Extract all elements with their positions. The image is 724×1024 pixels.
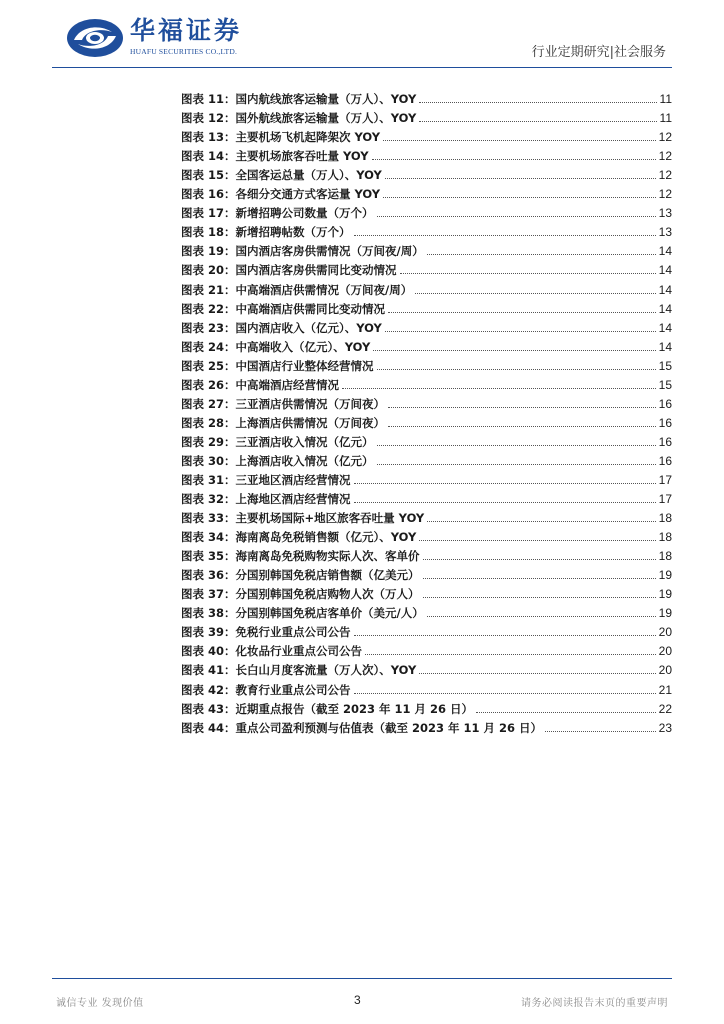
toc-entry-label: 图表 41： (181, 663, 236, 678)
toc-entry-text: 化妆品行业重点公司公告 (235, 644, 363, 659)
toc-leader-dots (373, 350, 655, 351)
toc-entry-text: 重点公司盈利预测与估值表（截至 2023 年 11 月 26 日） (235, 720, 543, 735)
toc-entry-page: 22 (658, 701, 672, 716)
toc-entry[interactable] (181, 545, 672, 564)
toc-entry-title (181, 530, 416, 545)
toc-entry-text: 主要机场旅客吞吐量 YOY (235, 149, 369, 164)
toc-entry-text: 新增招聘公司数量（万个） (235, 206, 374, 221)
toc-leader-dots (383, 197, 656, 198)
toc-entry-text: 中高端酒店供需情况（万间夜/周） (235, 282, 413, 297)
brand-name-cn: 华福证券 (130, 16, 243, 45)
toc-entry-label: 图表 36： (181, 568, 236, 583)
toc-leader-dots (415, 293, 655, 294)
toc-entry-text: 中高端收入（亿元）、YOY (235, 339, 371, 354)
toc-entry-title (181, 454, 374, 469)
toc-entry[interactable] (181, 164, 672, 183)
toc-leader-dots (365, 654, 656, 655)
toc-entry[interactable] (181, 126, 672, 145)
toc-entry-title (181, 130, 380, 145)
toc-leader-dots (383, 140, 656, 141)
toc-entry-title (181, 473, 351, 488)
toc-entry[interactable] (181, 374, 672, 393)
toc-entry[interactable] (181, 678, 672, 697)
toc-leader-dots (419, 102, 656, 103)
toc-entry[interactable] (181, 488, 672, 507)
toc-entry-text: 分国别韩国免税店购物人次（万人） (235, 587, 420, 602)
toc-entry-label: 图表 24： (181, 339, 236, 354)
toc-entry-label: 图表 21： (181, 282, 236, 297)
toc-entry-label: 图表 11： (181, 92, 236, 107)
toc-entry-title (181, 359, 374, 374)
toc-entry-label: 图表 29： (181, 434, 236, 449)
report-type: 行业定期研究|社会服务 (531, 45, 666, 60)
toc-entry-text: 上海地区酒店经营情况 (235, 492, 351, 507)
toc-entry-label: 图表 27： (181, 396, 236, 411)
toc-entry[interactable] (181, 88, 672, 107)
toc-entry-title (181, 92, 416, 107)
toc-entry-text: 教育行业重点公司公告 (235, 682, 351, 697)
toc-leader-dots (354, 635, 656, 636)
toc-entry-page: 17 (658, 492, 672, 507)
toc-entry-page: 16 (658, 434, 672, 449)
toc-entry-label: 图表 13： (181, 130, 236, 145)
toc-entry-title (181, 187, 380, 202)
toc-entry-label: 图表 34： (181, 530, 236, 545)
toc-leader-dots (377, 445, 656, 446)
toc-entry-label: 图表 20： (181, 263, 236, 278)
toc-entry[interactable] (181, 564, 672, 583)
toc-entry-text: 各细分交通方式客运量 YOY (235, 187, 381, 202)
toc-entry-label: 图表 37： (181, 587, 236, 602)
toc-leader-dots (419, 673, 655, 674)
toc-entry-page: 23 (658, 720, 672, 735)
toc-entry-label: 图表 38： (181, 606, 236, 621)
toc-entry-label: 图表 39： (181, 625, 236, 640)
toc-leader-dots (385, 178, 656, 179)
toc-entry-label: 图表 40： (181, 644, 236, 659)
toc-entry-text: 上海酒店供需情况（万间夜） (235, 415, 386, 430)
toc-entry-label: 图表 33： (181, 511, 236, 526)
toc-entry-label: 图表 14： (181, 149, 236, 164)
toc-entry[interactable] (181, 107, 672, 126)
toc-entry[interactable] (181, 259, 672, 278)
toc-entry-page: 15 (658, 358, 672, 373)
toc-entry[interactable] (181, 145, 672, 164)
toc-entry-label: 图表 32： (181, 492, 236, 507)
brand-name-en: HUAFU SECURITIES CO.,LTD. (130, 47, 238, 56)
toc-leader-dots (377, 216, 656, 217)
toc-entry-page: 19 (658, 568, 672, 583)
toc-entry-title (181, 549, 420, 564)
toc-entry-label: 图表 25： (181, 358, 236, 373)
toc-entry[interactable] (181, 659, 672, 678)
figure-index-list (181, 88, 672, 736)
toc-entry-label: 图表 42： (181, 682, 236, 697)
toc-entry[interactable] (181, 621, 672, 640)
toc-entry[interactable] (181, 602, 672, 621)
toc-leader-dots (427, 254, 656, 255)
page-header (0, 0, 724, 70)
toc-entry[interactable] (181, 698, 672, 717)
toc-entry-text: 免税行业重点公司公告 (235, 625, 351, 640)
toc-entry-page: 20 (658, 663, 672, 678)
toc-entry-text: 主要机场飞机起降架次 YOY (235, 130, 381, 145)
toc-entry-title (181, 263, 397, 278)
toc-entry[interactable] (181, 469, 672, 488)
toc-entry[interactable] (181, 183, 672, 202)
toc-entry-title (181, 302, 385, 317)
toc-entry-label: 图表 12： (181, 111, 236, 126)
footer-slogan: 诚信专业 发现价值 (56, 998, 144, 1009)
toc-entry-title (181, 435, 374, 450)
toc-entry-text: 全国客运总量（万人）、YOY (235, 168, 382, 183)
toc-entry[interactable] (181, 240, 672, 259)
toc-leader-dots (377, 369, 656, 370)
toc-leader-dots (377, 464, 656, 465)
toc-entry-page: 19 (658, 606, 672, 621)
toc-entry-page: 12 (658, 149, 672, 164)
toc-entry-label: 图表 35： (181, 549, 236, 564)
toc-entry-title (181, 644, 362, 659)
toc-entry-page: 11 (659, 92, 672, 107)
toc-entry-title (181, 321, 382, 336)
toc-entry-page: 15 (658, 377, 672, 392)
toc-entry-label: 图表 31： (181, 472, 236, 487)
toc-entry-text: 分国别韩国免税店销售额（亿美元） (235, 568, 420, 583)
header-divider (52, 67, 672, 68)
toc-leader-dots (419, 121, 656, 122)
toc-entry-title (181, 721, 542, 736)
toc-leader-dots (388, 407, 656, 408)
page-number: 3 (354, 993, 361, 1007)
toc-entry-page: 12 (658, 130, 672, 145)
toc-entry-label: 图表 22： (181, 301, 236, 316)
toc-leader-dots (388, 312, 656, 313)
toc-entry-page: 16 (658, 415, 672, 430)
toc-entry-title (181, 244, 424, 259)
toc-entry-page: 20 (658, 625, 672, 640)
toc-entry-label: 图表 18： (181, 225, 236, 240)
toc-entry[interactable] (181, 355, 672, 374)
toc-entry-text: 新增招聘帖数（万个） (235, 225, 351, 240)
huafu-logo-icon (66, 18, 124, 58)
toc-entry-text: 近期重点报告（截至 2023 年 11 月 26 日） (235, 701, 474, 716)
toc-entry-page: 19 (658, 587, 672, 602)
toc-entry[interactable] (181, 412, 672, 431)
toc-entry-page: 14 (658, 301, 672, 316)
toc-entry-page: 18 (658, 549, 672, 564)
toc-leader-dots (427, 521, 655, 522)
toc-entry-label: 图表 23： (181, 320, 236, 335)
toc-entry-title (181, 397, 385, 412)
toc-entry[interactable] (181, 431, 672, 450)
toc-entry-title (181, 511, 424, 526)
toc-entry-page: 16 (658, 453, 672, 468)
footer-divider (52, 978, 672, 979)
toc-leader-dots (423, 597, 656, 598)
toc-entry[interactable] (181, 450, 672, 469)
toc-entry-text: 主要机场国际+地区旅客吞吐量 YOY (235, 511, 425, 526)
toc-entry-title (181, 283, 412, 298)
toc-entry-text: 国内酒店收入（亿元）、YOY (235, 320, 382, 335)
toc-entry[interactable] (181, 507, 672, 526)
toc-entry-label: 图表 15： (181, 168, 236, 183)
toc-leader-dots (423, 559, 656, 560)
toc-entry-title (181, 683, 351, 698)
toc-leader-dots (476, 712, 656, 713)
toc-entry-text: 分国别韩国免税店客单价（美元/人） (235, 606, 424, 621)
toc-entry-title (181, 625, 351, 640)
toc-leader-dots (545, 731, 656, 732)
toc-leader-dots (427, 616, 656, 617)
toc-entry-page: 16 (658, 396, 672, 411)
toc-entry-label: 图表 30： (181, 453, 236, 468)
toc-entry-title (181, 663, 416, 678)
toc-entry[interactable] (181, 336, 672, 355)
toc-entry-text: 三亚酒店供需情况（万间夜） (235, 396, 386, 411)
toc-entry-page: 20 (658, 644, 672, 659)
toc-entry-text: 国外航线旅客运输量（万人）、YOY (235, 111, 417, 126)
toc-entry-page: 13 (658, 206, 672, 221)
toc-entry-text: 中国酒店行业整体经营情况 (235, 358, 374, 373)
toc-entry-label: 图表 19： (181, 244, 236, 259)
toc-entry-label: 图表 43： (181, 701, 236, 716)
toc-entry[interactable] (181, 393, 672, 412)
toc-entry[interactable] (181, 221, 672, 240)
toc-leader-dots (419, 540, 655, 541)
toc-entry-page: 14 (658, 282, 672, 297)
toc-entry-title (181, 111, 416, 126)
toc-entry-page: 18 (658, 511, 672, 526)
toc-entry-text: 三亚地区酒店经营情况 (235, 472, 351, 487)
toc-entry-page: 12 (658, 168, 672, 183)
toc-entry-page: 11 (659, 111, 672, 126)
toc-entry-title (181, 568, 420, 583)
toc-entry-title (181, 492, 351, 507)
toc-entry[interactable] (181, 526, 672, 545)
toc-leader-dots (342, 388, 656, 389)
toc-entry-page: 14 (658, 339, 672, 354)
toc-leader-dots (400, 273, 656, 274)
toc-entry[interactable] (181, 717, 672, 736)
toc-entry-label: 图表 26： (181, 377, 236, 392)
toc-entry-title (181, 340, 370, 355)
toc-leader-dots (354, 502, 656, 503)
toc-leader-dots (354, 693, 656, 694)
toc-entry-title (181, 225, 351, 240)
toc-entry[interactable] (181, 298, 672, 317)
toc-entry[interactable] (181, 583, 672, 602)
toc-entry-text: 国内航线旅客运输量（万人）、YOY (235, 92, 417, 107)
toc-entry-title (181, 587, 420, 602)
toc-entry-label: 图表 16： (181, 187, 236, 202)
toc-entry-title (181, 378, 339, 393)
toc-leader-dots (354, 483, 656, 484)
footer-disclaimer: 请务必阅读报告末页的重要声明 (521, 998, 668, 1009)
toc-leader-dots (385, 331, 656, 332)
toc-entry-page: 17 (658, 472, 672, 487)
toc-entry-text: 长白山月度客流量（万人次）、YOY (235, 663, 417, 678)
toc-entry-text: 国内酒店客房供需情况（万间夜/周） (235, 244, 424, 259)
toc-entry-title (181, 606, 424, 621)
toc-entry[interactable] (181, 317, 672, 336)
toc-entry-page: 13 (658, 225, 672, 240)
toc-entry-title (181, 149, 369, 164)
toc-entry-page: 21 (658, 682, 672, 697)
toc-entry-label: 图表 44： (181, 720, 236, 735)
toc-entry-page: 12 (658, 187, 672, 202)
toc-entry-page: 14 (658, 263, 672, 278)
toc-entry-text: 中高端酒店经营情况 (235, 377, 340, 392)
toc-entry-label: 图表 28： (181, 415, 236, 430)
toc-entry-text: 国内酒店客房供需同比变动情况 (235, 263, 397, 278)
toc-entry-text: 中高端酒店供需同比变动情况 (235, 301, 386, 316)
toc-leader-dots (372, 159, 656, 160)
toc-entry[interactable] (181, 640, 672, 659)
toc-entry-page: 14 (658, 320, 672, 335)
toc-entry-text: 海南离岛免税购物实际人次、客单价 (235, 549, 420, 564)
toc-entry-title (181, 168, 382, 183)
toc-entry[interactable] (181, 202, 672, 221)
toc-entry-title (181, 702, 473, 717)
toc-leader-dots (423, 578, 656, 579)
toc-entry[interactable] (181, 278, 672, 297)
toc-entry-page: 18 (658, 530, 672, 545)
toc-entry-title (181, 416, 385, 431)
toc-entry-text: 上海酒店收入情况（亿元） (235, 453, 374, 468)
toc-entry-title (181, 206, 374, 221)
toc-entry-page: 14 (658, 244, 672, 259)
toc-entry-text: 海南离岛免税销售额（亿元）、YOY (235, 530, 417, 545)
toc-leader-dots (354, 235, 656, 236)
toc-leader-dots (388, 426, 656, 427)
toc-entry-text: 三亚酒店收入情况（亿元） (235, 434, 374, 449)
toc-entry-label: 图表 17： (181, 206, 236, 221)
